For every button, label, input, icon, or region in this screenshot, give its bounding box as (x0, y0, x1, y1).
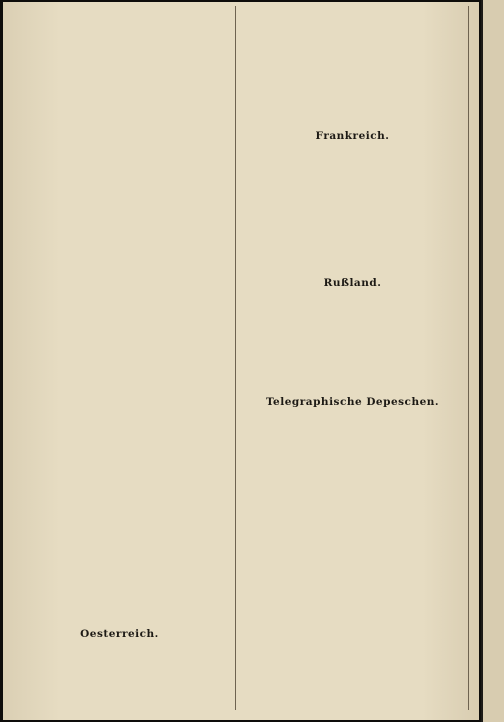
column-left-body-text (9, 6, 230, 624)
section-heading-telegraphische-depeschen: Telegraphische Depeschen. (265, 396, 440, 408)
column-left (9, 6, 230, 710)
column-left-section-text (9, 643, 230, 703)
column-right-body-text (242, 6, 463, 126)
column-right-depeschen-text (242, 411, 463, 666)
section-heading-russland: Rußland. (323, 277, 382, 289)
section-heading-frankreich: Frankreich. (315, 130, 390, 142)
section-heading-oesterreich: Oesterreich. (80, 628, 159, 640)
newspaper-page (3, 2, 479, 720)
column-divider (235, 6, 236, 710)
column-right-frankreich-text (242, 145, 463, 273)
column-divider (468, 6, 469, 710)
column-right (242, 6, 463, 710)
adjacent-page-edge (481, 0, 504, 722)
column-right-russland-text (242, 292, 463, 392)
